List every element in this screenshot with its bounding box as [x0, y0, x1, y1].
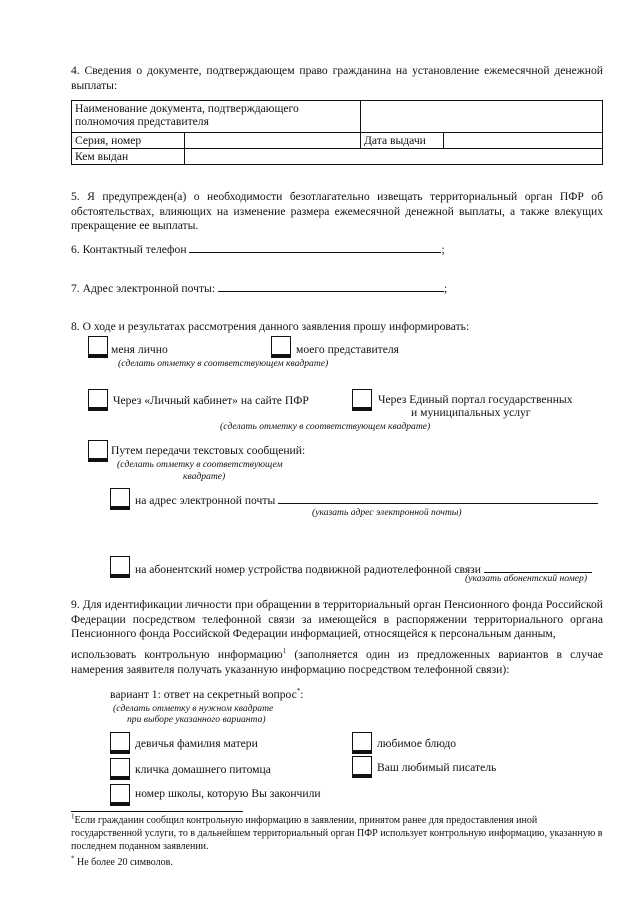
- checkbox-school-number[interactable]: [110, 784, 130, 806]
- sms-phone-field[interactable]: [484, 562, 592, 573]
- phone-label: 6. Контактный телефон: [71, 243, 187, 256]
- sms-email-text: на адрес электронной почты: [135, 494, 276, 507]
- footnote-divider: [71, 811, 243, 812]
- variant-colon: :: [300, 688, 304, 701]
- series-number-label: Серия, номер: [72, 133, 185, 149]
- checkbox-favorite-dish[interactable]: [352, 732, 372, 754]
- doc-name-label: Наименование документа, подтверждающего полномочия представителя: [72, 101, 361, 133]
- section-9-tail: (заполняется один из предложенных вариантов в случае намерения заявителя получать указанную информацию посредством телефонной связи):: [71, 648, 604, 676]
- checkbox-favorite-writer[interactable]: [352, 756, 372, 778]
- hint-1: (сделать отметку в соответствующем квадрате): [118, 358, 329, 369]
- representative-label: моего представителя: [296, 343, 399, 356]
- footnote-1-text: Если гражданин сообщил контрольную информацию в заявлении, принятом ранее для предоставления иной государственной услуги, то в дальнейшем территориальный орган ПФР использует контрольную информацию, указанную в последнем поданном заявлении.: [71, 815, 603, 852]
- phone-end: ;: [441, 243, 445, 256]
- email-label: 7. Адрес электронной почты:: [71, 282, 216, 295]
- issued-by-label: Кем выдан: [72, 149, 185, 165]
- sms-phone-text: на абонентский номер устройства подвижной радиотелефонной связи: [135, 563, 481, 576]
- variant-1-label: [110, 688, 304, 703]
- school-number-label: номер школы, которую Вы закончили: [135, 787, 321, 800]
- checkbox-representative[interactable]: [271, 336, 291, 358]
- phone-field[interactable]: [189, 242, 441, 253]
- issue-date-label: Дата выдачи: [361, 133, 444, 149]
- checkbox-sms-email[interactable]: [110, 488, 130, 510]
- email-end: ;: [443, 282, 448, 295]
- hint-3-line1: (сделать отметку в соответствующем: [117, 459, 283, 470]
- checkbox-sms[interactable]: [88, 440, 108, 462]
- hint-2: (сделать отметку в соответствующем квадрате): [220, 421, 431, 432]
- issued-by-field[interactable]: [184, 149, 602, 165]
- checkbox-mother-maiden-name[interactable]: [110, 732, 130, 754]
- hint-4-line2: при выборе указанного варианта): [127, 714, 266, 725]
- section-4-heading: 4. Сведения о документе, подтверждающем право гражданина на установление ежемесячной денежной выплаты:: [71, 64, 603, 92]
- checkbox-cabinet[interactable]: [88, 389, 108, 411]
- checkbox-portal[interactable]: [352, 389, 372, 411]
- footnote-2-text: Не более 20 символов.: [74, 857, 173, 868]
- section-9-text-1: 9. Для идентификации личности при обращении в территориальный орган Пенсионного фонда Российской Федерации посредством телефонной связи за имеющейся в распоряжении территориального органа Пенсионного фонда Российской Федерации информацией, относящейся к персональным данным,: [71, 598, 603, 641]
- section-7: [71, 281, 447, 297]
- hint-3-line2: квадрате): [183, 471, 226, 482]
- issue-date-field[interactable]: [444, 133, 603, 149]
- section-9-text-2: [71, 648, 603, 677]
- checkbox-sms-phone[interactable]: [110, 556, 130, 578]
- section-6: [71, 242, 445, 258]
- email-field[interactable]: [218, 281, 444, 292]
- footnote-ref-star: *: [296, 687, 301, 696]
- mother-maiden-name-label: девичья фамилия матери: [135, 737, 258, 750]
- document-table: [71, 100, 603, 165]
- email-hint: (указать адрес электронной почты): [312, 507, 462, 518]
- phone-hint: (указать абонентский номер): [465, 573, 588, 584]
- checkbox-pet-name[interactable]: [110, 758, 130, 780]
- pet-name-label: кличка домашнего питомца: [135, 763, 271, 776]
- favorite-writer-label: Ваш любимый писатель: [377, 761, 497, 774]
- cabinet-label: Через «Личный кабинет» на сайте ПФР: [113, 394, 309, 407]
- variant-text: вариант 1: ответ на секретный вопрос: [110, 688, 297, 701]
- footnote-1-mark: 1: [71, 812, 75, 821]
- series-number-field[interactable]: [184, 133, 360, 149]
- sms-label: Путем передачи текстовых сообщений:: [111, 444, 306, 457]
- checkbox-me[interactable]: [88, 336, 108, 358]
- doc-name-field[interactable]: [361, 101, 603, 133]
- portal-label-1: Через Единый портал государственных: [378, 393, 573, 406]
- sms-email-field[interactable]: [278, 493, 598, 504]
- footnote-2: [71, 856, 173, 869]
- control-info-text: использовать контрольную информацию: [71, 648, 283, 661]
- footnote-1: [71, 814, 603, 853]
- favorite-dish-label: любимое блюдо: [377, 737, 457, 750]
- me-label: меня лично: [111, 343, 168, 356]
- footnote-2-mark: *: [71, 854, 75, 863]
- section-8-heading: 8. О ходе и результатах рассмотрения данного заявления прошу информировать:: [71, 320, 470, 333]
- section-5-text: 5. Я предупрежден(а) о необходимости безотлагательно извещать территориальный орган ПФР об обстоятельствах, влияющих на изменение размера ежемесячной денежной выплаты, а также влекущих прекращение ее выплаты.: [71, 190, 603, 233]
- hint-4-line1: (сделать отметку в нужном квадрате: [113, 703, 274, 714]
- footnote-ref-1: 1: [282, 647, 287, 656]
- portal-label-2: и муниципальных услуг: [411, 406, 531, 419]
